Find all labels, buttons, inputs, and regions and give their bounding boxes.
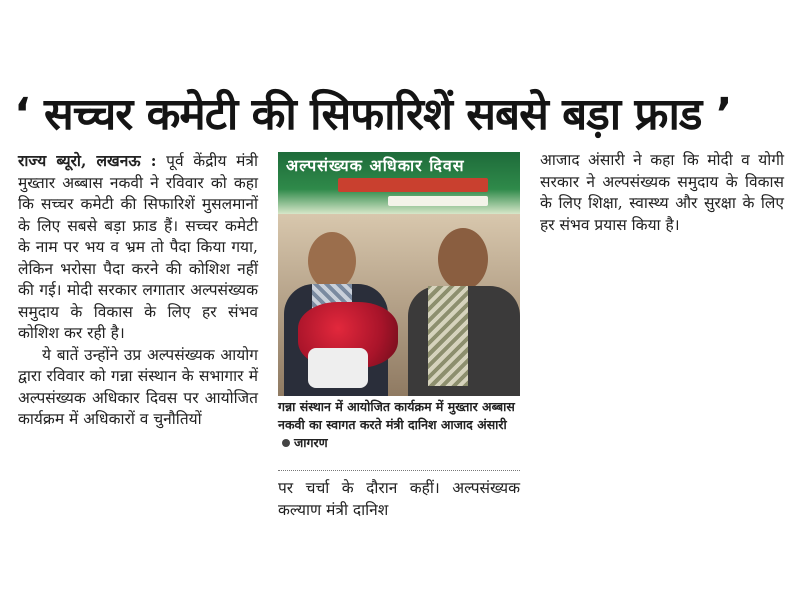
article-column-2 [278, 478, 520, 528]
photo-credit: जागरण [294, 435, 328, 450]
dateline: राज्य ब्यूरो, लखनऊ : [18, 151, 157, 170]
person-right-head [438, 228, 488, 290]
caption-text: गन्ना संस्थान में आयोजित कार्यक्रम में मुख्तार अब्बास नकवी का स्वागत करते मंत्री दानिश आजाद अंसारी [278, 399, 515, 432]
paragraph-1 [18, 150, 258, 345]
photo-caption [278, 398, 520, 468]
divider [278, 470, 520, 471]
article-column-3 [540, 150, 784, 280]
person-left-head [308, 232, 356, 290]
paragraph-continued: पर चर्चा के दौरान कहीं। अल्पसंख्यक कल्याण मंत्री दानिश [278, 479, 520, 519]
banner-text: अल्पसंख्यक अधिकार दिवस [286, 156, 465, 175]
paragraph-3: आजाद अंसारी ने कहा कि मोदी व योगी सरकार ने अल्पसंख्यक समुदाय के विकास के लिए शिक्षा, स्वास्थ्य और सुरक्षा के लिए हर संभव प्रयास किया है। [540, 151, 784, 234]
banner-strip [338, 178, 488, 192]
paragraph-1-text: पूर्व केंद्रीय मंत्री मुख्तार अब्बास नकवी ने रविवार को कहा कि सच्चर कमेटी की सिफारिशें मुसलमानों के लिए सबसे बड़ा फ्राड हैं। सच्चर कमेटी के नाम पर भय व भ्रम तो पैदा किया गया, लेकिन भरोसा पैदा करने की कोशिश नहीं की गई। मोदी सरकार लगातार अल्पसंख्यक समुदाय के विकास के लिए हर संभव कोशिश कर रही है। [18, 152, 259, 342]
headline: ‘ सच्चर कमेटी की सिफारिशें सबसे बड़ा फ्राड ’ [14, 89, 732, 140]
article-column-1 [18, 150, 258, 530]
person-right-scarf [428, 286, 468, 386]
paragraph-2: ये बातें उन्होंने उप्र अल्पसंख्यक आयोग द्वारा रविवार को गन्ना संस्थान के सभागार में अल्पसंख्यक अधिकार दिवस पर आयोजित कार्यक्रम में अधिकारों व चुनौतियों [18, 345, 258, 428]
credit-bullet-icon [282, 439, 290, 447]
bouquet-wrap [308, 348, 368, 388]
banner-strip-2 [388, 196, 488, 206]
news-photo [278, 152, 520, 396]
event-banner [278, 152, 520, 214]
